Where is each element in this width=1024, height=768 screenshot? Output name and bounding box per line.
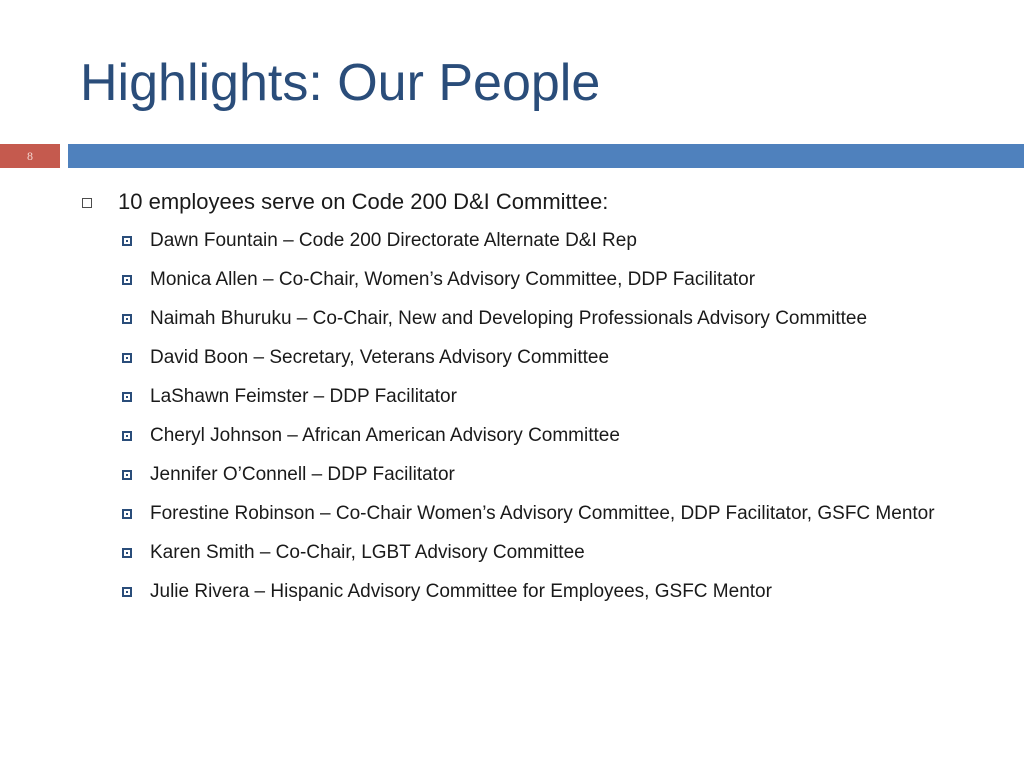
square-bullet-icon: [122, 509, 132, 519]
list-item-text: David Boon – Secretary, Veterans Advisory Committee: [150, 347, 610, 368]
list-item-text: Jennifer O’Connell – DDP Facilitator: [150, 464, 455, 485]
accent-bar: [68, 144, 1024, 168]
list-item-text: Naimah Bhuruku – Co-Chair, New and Developing Professionals Advisory Committee: [150, 308, 868, 329]
list-item: [78, 421, 978, 451]
list-item-text: Dawn Fountain – Code 200 Directorate Alternate D&I Rep: [150, 230, 637, 251]
list-item: [78, 226, 978, 256]
slide-content: [78, 186, 978, 616]
square-bullet-icon: [122, 470, 132, 480]
list-item: [78, 265, 978, 295]
list-item: [78, 343, 978, 373]
main-bullet-item: [78, 186, 978, 218]
square-bullet-icon: [122, 392, 132, 402]
square-bullet-icon: [122, 587, 132, 597]
list-item-text: Monica Allen – Co-Chair, Women’s Advisory Committee, DDP Facilitator: [150, 269, 756, 290]
list-item: [78, 460, 978, 490]
list-item-text: Cheryl Johnson – African American Advisory Committee: [150, 425, 620, 446]
main-bullet-text: 10 employees serve on Code 200 D&I Committee:: [118, 189, 609, 214]
list-item: [78, 538, 978, 568]
square-bullet-icon: [122, 353, 132, 363]
list-item-text: Karen Smith – Co-Chair, LGBT Advisory Committee: [150, 542, 585, 563]
committee-member-list: [78, 226, 978, 607]
list-item-text: Julie Rivera – Hispanic Advisory Committee for Employees, GSFC Mentor: [150, 581, 772, 602]
square-bullet-icon: [122, 314, 132, 324]
list-item: [78, 499, 978, 529]
list-item-text: LaShawn Feimster – DDP Facilitator: [150, 386, 457, 407]
hollow-square-bullet-icon: [82, 198, 92, 208]
square-bullet-icon: [122, 548, 132, 558]
list-item: [78, 577, 978, 607]
slide-title: Highlights: Our People: [80, 54, 601, 112]
square-bullet-icon: [122, 431, 132, 441]
square-bullet-icon: [122, 236, 132, 246]
list-item-text: Forestine Robinson – Co-Chair Women’s Advisory Committee, DDP Facilitator, GSFC Mentor: [150, 503, 935, 524]
list-item: [78, 382, 978, 412]
list-item: [78, 304, 978, 334]
square-bullet-icon: [122, 275, 132, 285]
slide-number: 8: [0, 144, 60, 168]
